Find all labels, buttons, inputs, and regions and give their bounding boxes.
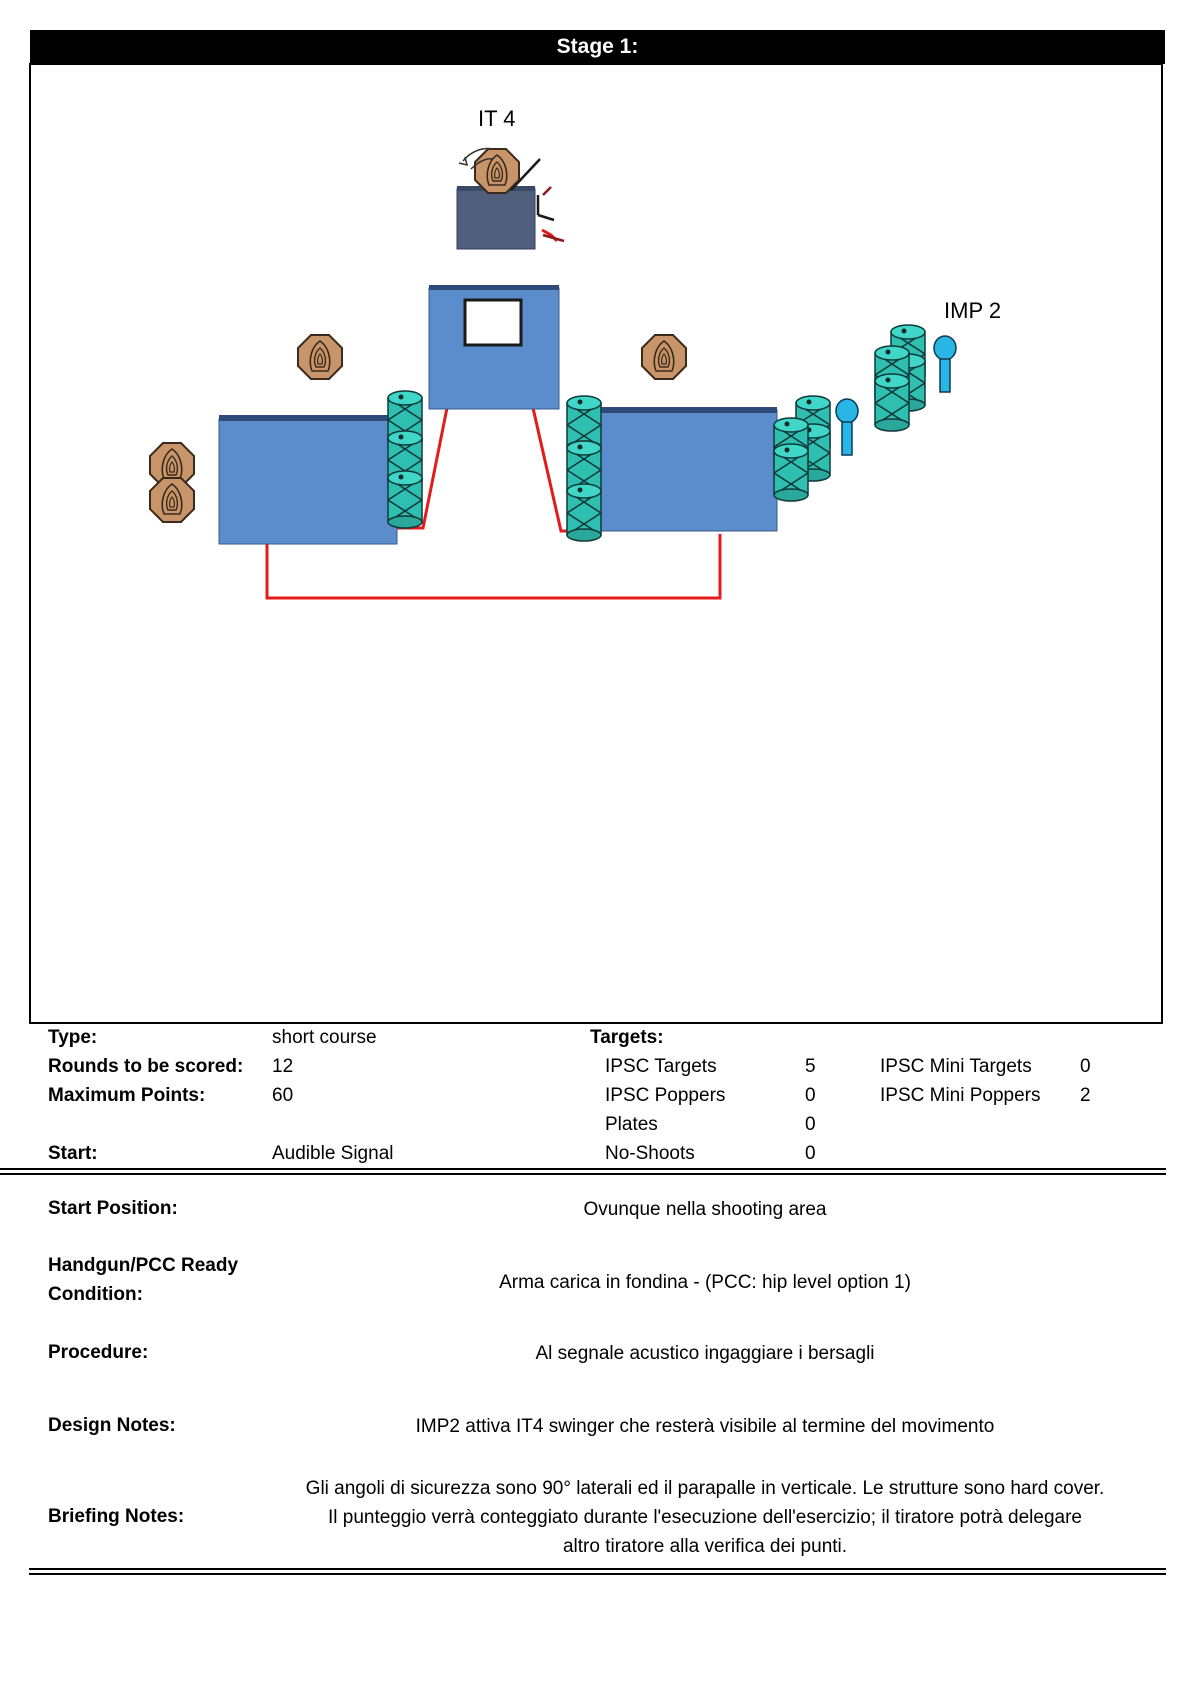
mini-target-row-count: 2: [1080, 1085, 1091, 1106]
max-points-label: Maximum Points:: [48, 1085, 206, 1106]
briefing-notes-line2: Il punteggio verrà conteggiato durante l'esecuzione dell'esercizio; il tiratore potrà delegare: [328, 1507, 1082, 1528]
divider-summary-bottom: [0, 1173, 1166, 1175]
target-row-count: 0: [805, 1143, 816, 1164]
start-position-value: Ovunque nella shooting area: [583, 1199, 827, 1220]
target-t2: [642, 335, 686, 379]
target-row-name: IPSC Poppers: [605, 1085, 726, 1106]
target-row-name: IPSC Targets: [605, 1056, 717, 1077]
type-value: short course: [272, 1027, 377, 1048]
start-value: Audible Signal: [272, 1143, 394, 1164]
mini-popper-1: [934, 336, 956, 392]
mini-target-row-count: 0: [1080, 1056, 1091, 1077]
targets-label: Targets:: [590, 1027, 664, 1048]
ready-condition-label-line2: Condition:: [48, 1284, 143, 1305]
target-t4: [150, 478, 194, 522]
divider-footer-top: [29, 1568, 1166, 1570]
mini-popper-2: [836, 399, 858, 455]
target-row-count: 5: [805, 1056, 816, 1077]
target-row-name: No-Shoots: [605, 1143, 695, 1164]
stage-diagram-svg: [31, 65, 1161, 1022]
target-row-count: 0: [805, 1114, 816, 1135]
mini-target-row-name: IPSC Mini Poppers: [880, 1085, 1041, 1106]
design-notes-value: IMP2 attiva IT4 swinger che resterà visibile al termine del movimento: [415, 1416, 995, 1437]
start-position-label: Start Position:: [48, 1198, 178, 1219]
briefing-notes-label: Briefing Notes:: [48, 1506, 185, 1527]
divider-summary-top: [0, 1168, 1166, 1170]
rounds-label: Rounds to be scored:: [48, 1056, 244, 1077]
design-notes-label: Design Notes:: [48, 1415, 176, 1436]
procedure-value: Al segnale acustico ingaggiare i bersagli: [535, 1343, 875, 1364]
max-points-value: 60: [272, 1085, 294, 1106]
target-t1: [298, 335, 342, 379]
briefing-notes-line3: altro tiratore alla verifica dei punti.: [562, 1536, 848, 1557]
target-row-count: 0: [805, 1085, 816, 1106]
stage-diagram: [29, 63, 1163, 1024]
barrel-stack-center: [567, 396, 601, 541]
wall-it4: [457, 186, 535, 249]
target-row-name: Plates: [605, 1114, 658, 1135]
swinger-target-it4: [475, 149, 519, 193]
divider-footer-bottom: [29, 1573, 1166, 1575]
rounds-value: 12: [272, 1056, 294, 1077]
ready-condition-label-line1: Handgun/PCC Ready: [48, 1255, 239, 1276]
briefing-notes-line1: Gli angoli di sicurezza sono 90° laterali ed il parapalle in verticale. Le strutture sono hard cover.: [305, 1478, 1105, 1499]
stage-title: Stage 1:: [30, 30, 1165, 64]
ready-condition-value: Arma carica in fondina - (PCC: hip level option 1): [499, 1272, 911, 1293]
label-it4: IT 4: [478, 106, 516, 131]
barrel-stack-right: [774, 396, 830, 501]
mini-target-row-name: IPSC Mini Targets: [880, 1056, 1032, 1077]
label-imp2: IMP 2: [944, 298, 1002, 323]
wall-right: [600, 407, 777, 531]
type-label: Type:: [48, 1027, 98, 1048]
wall-left: [219, 415, 397, 544]
barrel-stack-far-right: [875, 325, 925, 431]
barrel-stack-left: [388, 391, 422, 528]
start-label: Start:: [48, 1143, 98, 1164]
procedure-label: Procedure:: [48, 1342, 149, 1363]
wall-center-with-window: [429, 285, 559, 409]
